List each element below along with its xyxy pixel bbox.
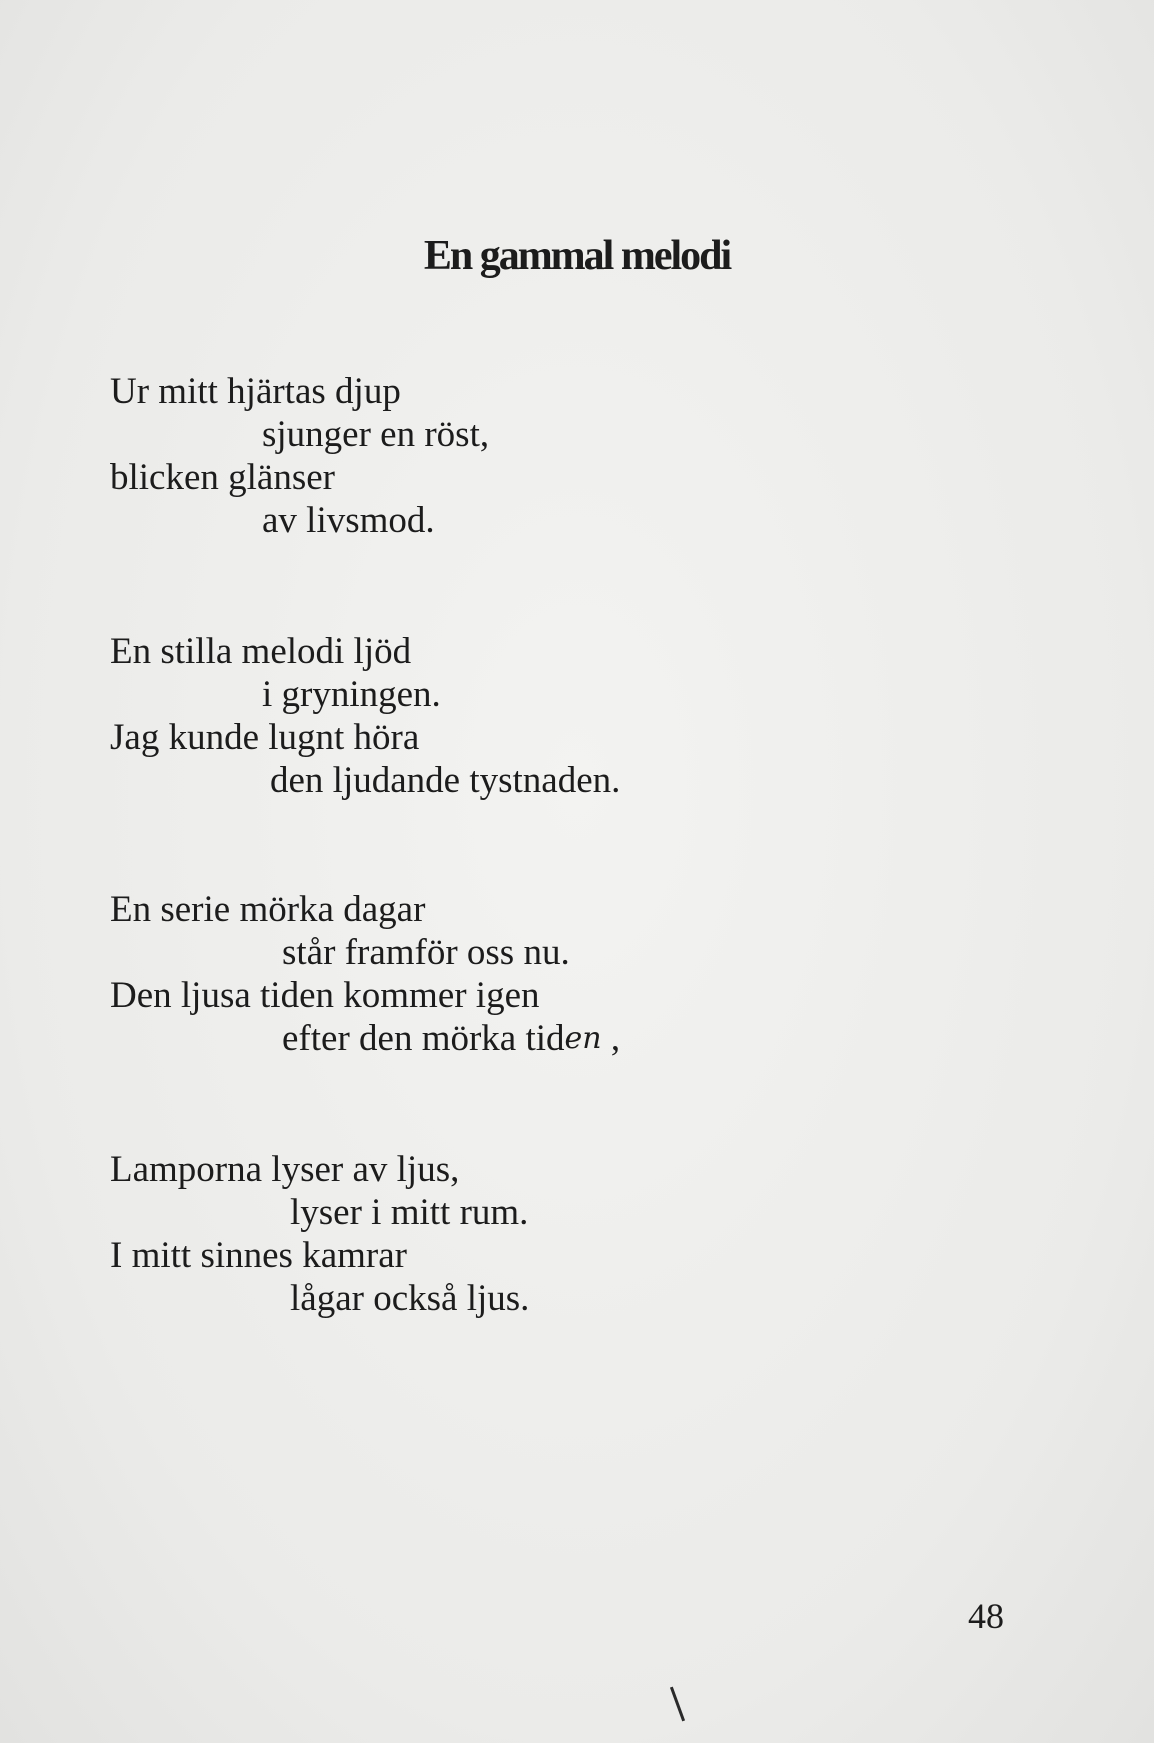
scan-mark [670,1687,685,1722]
poem-line: lyser i mitt rum. [290,1192,529,1233]
poem-line: av livsmod. [262,500,435,541]
poem-line: En stilla melodi ljöd [110,631,412,672]
stanza-4 [110,1148,529,1320]
poem-line: Den ljusa tiden kommer igen [110,975,540,1016]
poem-line: Ur mitt hjärtas djup [110,371,401,412]
handwritten-correction: en [564,1021,602,1056]
poem-line: Lamporna lyser av ljus, [110,1149,460,1190]
page-number: 48 [968,1596,1004,1636]
poem-line: blicken glänser [110,457,335,498]
poem-line: i gryningen. [262,674,441,715]
stanza-1 [110,370,489,542]
poem-line: En serie mörka dagar [110,889,426,930]
poem-line: lågar också ljus. [290,1278,530,1319]
poem-line: den ljudande tystnaden. [270,760,621,801]
stanza-2 [110,630,620,802]
poem-line: Jag kunde lugnt höra [110,717,420,758]
poem-line: sjunger en röst, [262,414,490,455]
poem-title: En gammal melodi [423,233,731,279]
poem-line: står framför oss nu. [282,932,570,973]
stanza-3 [110,888,620,1062]
poem-line-text: efter den mörka tid [282,1018,565,1059]
poem-line: I mitt sinnes kamrar [110,1235,407,1276]
handwritten-comma: , [601,1018,621,1059]
poem-line-with-handwritten-correction [110,1017,620,1062]
